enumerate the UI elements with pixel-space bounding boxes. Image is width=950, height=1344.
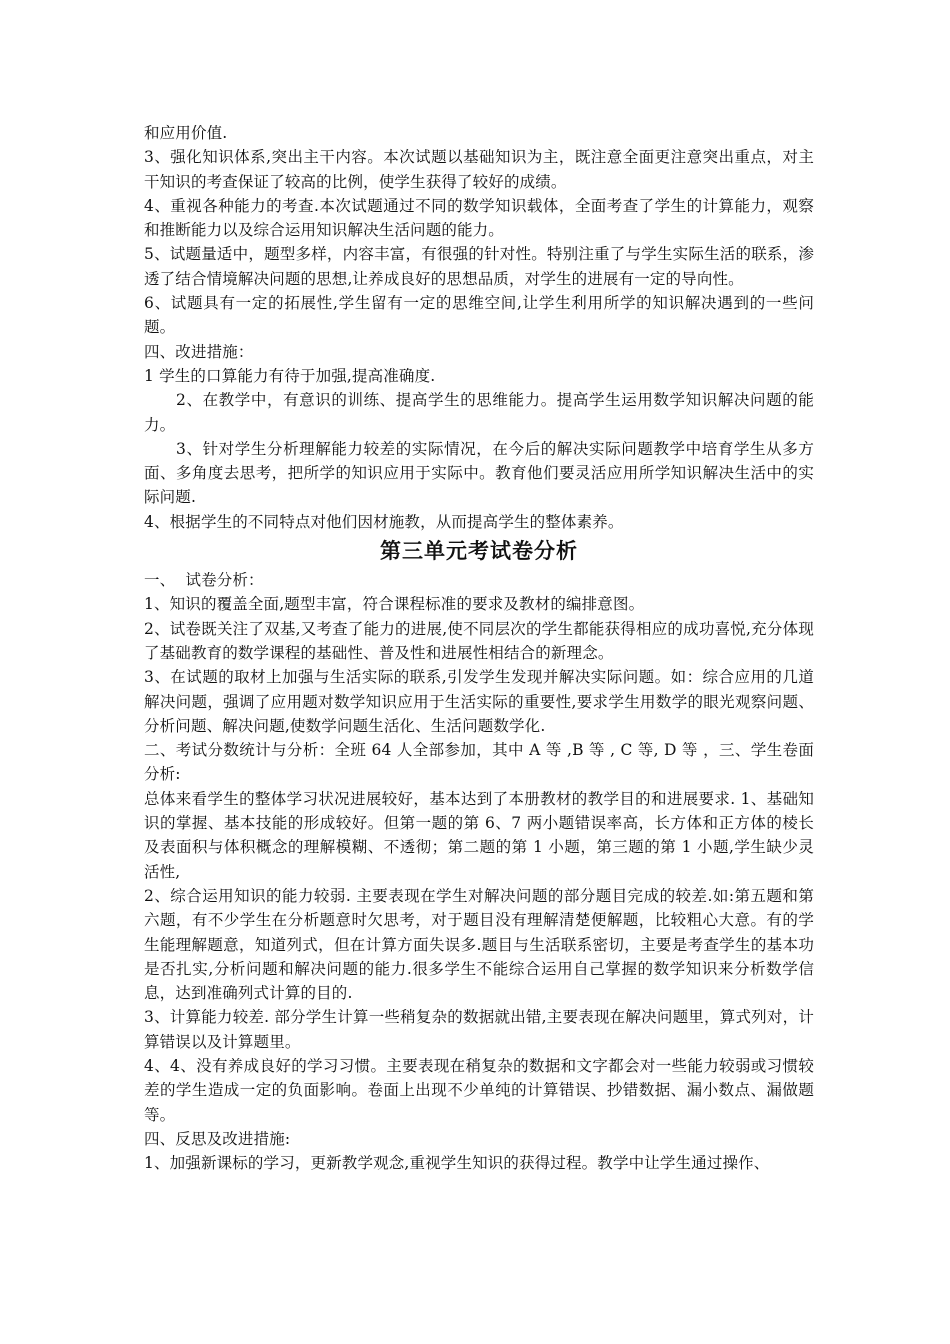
- section-heading: 四、反思及改进措施:: [144, 1129, 291, 1148]
- document-page: [144, 121, 814, 1175]
- paragraph: 和应用价值.: [144, 124, 228, 142]
- paragraph: 5、试题量适中，题型多样，内容丰富，有很强的针对性。特别注重了与学生实际生活的联系，渗透了结合情境解决问题的思想,让养成良好的思想品质，对学生的进展有一定的导向性。: [144, 245, 814, 288]
- paragraph: 3、强化知识体系,突出主干内容。本次试题以基础知识为主，既注意全面更注意突出重点，对主干知识的考查保证了较高的比例，使学生获得了较好的成绩。: [144, 148, 814, 191]
- paragraph: 3、计算能力较差. 部分学生计算一些稍复杂的数据就出错,主要表现在解决问题里，算式列对，计算错误以及计算题里。: [144, 1008, 814, 1051]
- paragraph: 1、加强新课标的学习，更新教学观念,重视学生知识的获得过程。教学中让学生通过操作、: [144, 1154, 770, 1173]
- paragraph: 4、重视各种能力的考查.本次试题通过不同的数学知识载体，全面考查了学生的计算能力，观察和推断能力以及综合运用知识解决生活问题的能力。: [144, 196, 814, 240]
- paragraph: 2、综合运用知识的能力较弱. 主要表现在学生对解决问题的部分题目完成的较差.如:第五题和第六题，有不少学生在分析题意时欠思考，对于题目没有理解清楚便解题，比较粗心大意。有的学生能理解题意，知道列式，但在计算方面失误多.题目与生活联系密切，主要是考查学生的基本功是否扎实,分析问题和解决问题的能力.很多学生不能综合运用自己掌握的数学知识来分析数学信息，达到准确列式计算的目的.: [144, 886, 814, 1003]
- paragraph: 2、在教学中，有意识的训练、提高学生的思维能力。提高学生运用数学知识解决问题的能力。: [144, 391, 814, 434]
- paragraph: 1 学生的口算能力有待于加强,提高准确度.: [144, 366, 436, 385]
- paragraph: 3、针对学生分析理解能力较差的实际情况，在今后的解决实际问题教学中培育学生从多方面、多角度去思考，把所学的知识应用于实际中。教育他们要灵活应用所学知识解决生活中的实际问题.: [144, 439, 814, 507]
- document-title: 第三单元考试卷分析: [380, 539, 578, 564]
- paragraph: 总体来看学生的整体学习状况进展较好，基本达到了本册教材的教学目的和进展要求. 1、基础知识的掌握、基本技能的形成较好。但第一题的第 6、7 两小题错误率高，长方体和正方体的棱长及表面积与体积概念的理解模糊、不透彻；第二题的第 1 小题，第三题的第 1 小题,学生缺少灵活性,: [144, 789, 814, 881]
- paragraph: 4、根据学生的不同特点对他们因材施教，从而提高学生的整体素养。: [144, 512, 624, 531]
- section-heading: 一、 试卷分析：: [144, 571, 264, 590]
- paragraph: 1、知识的覆盖全面,题型丰富，符合课程标准的要求及教材的编排意图。: [144, 595, 645, 614]
- paragraph: 3、在试题的取材上加强与生活实际的联系,引发学生发现并解决实际问题。如：综合应用的几道解决问题，强调了应用题对数学知识应用于生活实际的重要性,要求学生用数学的眼光观察问题、分析问题、解决问题,使数学问题生活化、生活问题数学化.: [144, 668, 814, 735]
- section-heading: 四、改进措施：: [144, 342, 254, 361]
- paragraph: 2、试卷既关注了双基,又考查了能力的进展,使不同层次的学生都能获得相应的成功喜悦,充分体现了基础教育的数学课程的基础性、普及性和进展性相结合的新理念。: [144, 619, 814, 662]
- paragraph: 4、4、没有养成良好的学习习惯。主要表现在稍复杂的数据和文字都会对一些能力较弱或习惯较差的学生造成一定的负面影响。卷面上出现不少单纯的计算错误、抄错数据、漏小数点、漏做题等。: [144, 1056, 814, 1124]
- paragraph: 二、考试分数统计与分析：全班 64 人全部参加，其中 A 等 ,B 等 , C 等, D 等 ，三、学生卷面分析:: [144, 741, 814, 784]
- paragraph: 6、试题具有一定的拓展性,学生留有一定的思维空间,让学生利用所学的知识解决遇到的一些问题。: [144, 294, 814, 337]
